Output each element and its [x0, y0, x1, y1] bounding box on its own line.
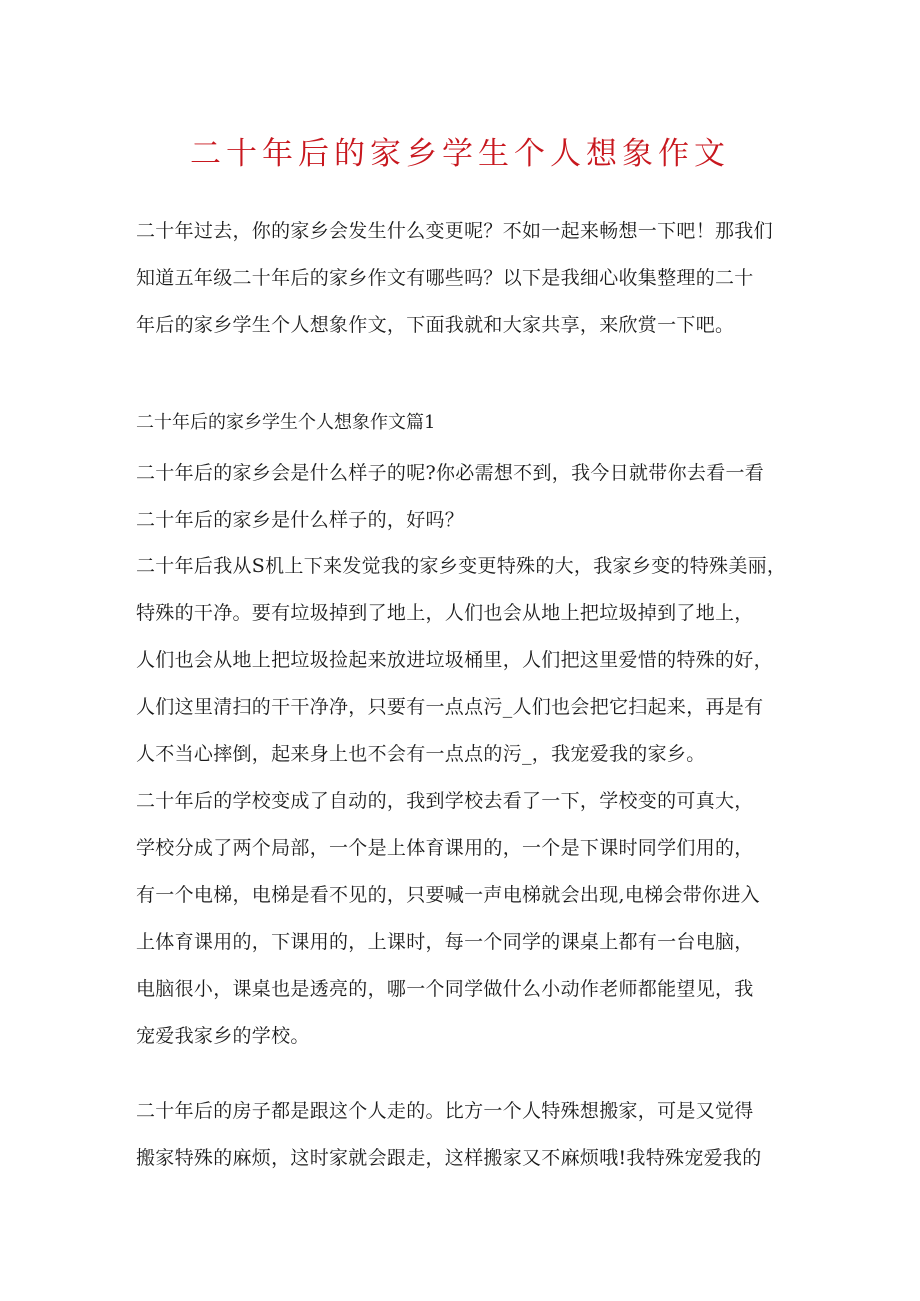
paragraph-line: 学校分成了两个局部，一个是上体育课用的，一个是下课时同学们用的， — [136, 837, 754, 859]
body-paragraph-1 — [136, 450, 796, 544]
body-paragraph-2 — [136, 543, 796, 778]
body-paragraph-4 — [136, 1088, 796, 1182]
paragraph-line: 二十年后我从S机上下来发觉我的家乡变更特殊的大，我家乡变的特殊美丽， — [136, 555, 787, 577]
paragraph-line: 二十年后的家乡是什么样子的，好吗？ — [136, 509, 465, 531]
intro-line: 知道五年级二十年后的家乡作文有哪些吗？以下是我细心收集整理的二十 — [136, 267, 754, 289]
paragraph-line: 上体育课用的，下课用的，上课时，每一个同学的课桌上都有一台电脑， — [136, 931, 754, 953]
paragraph-line: 有一个电梯，电梯是看不见的，只要喊一声电梯就会出现,电梯会带你进入 — [136, 884, 760, 906]
paragraph-line: 人们这里清扫的干干净净，只要有一点点污_人们也会把它扫起来，再是有 — [136, 696, 764, 718]
paragraph-line: 搬家特殊的麻烦，这时家就会跟走，这样搬家又不麻烦哦!我特殊宠爱我的 — [136, 1147, 762, 1169]
intro-paragraph — [136, 208, 796, 349]
body-paragraph-3 — [136, 778, 796, 1060]
paragraph-line: 二十年后的家乡会是什么样子的呢?你必需想不到，我今日就带你去看一看 — [136, 462, 765, 484]
paragraph-line: 二十年后的房子都是跟这个人走的。比方一个人特殊想搬家，可是又觉得 — [136, 1100, 754, 1122]
paragraph-line: 人不当心摔倒，起来身上也不会有一点点的污_，我宠爱我的家乡。 — [136, 743, 706, 765]
paragraph-line: 特殊的干净。要有垃圾掉到了地上，人们也会从地上把垃圾掉到了地上， — [136, 602, 754, 624]
paragraph-line: 宠爱我家乡的学校。 — [136, 1025, 310, 1047]
paragraph-line: 人们也会从地上把垃圾捡起来放进垃圾桶里，人们把这里爱惜的特殊的好， — [136, 649, 773, 671]
document-title: 二十年后的家乡学生个人想象作文 — [190, 136, 730, 172]
intro-line: 年后的家乡学生个人想象作文，下面我就和大家共享，来欣赏一下吧。 — [136, 314, 735, 336]
intro-line: 二十年过去，你的家乡会发生什么变更呢？不如一起来畅想一下吧！那我们 — [136, 220, 773, 242]
paragraph-line: 二十年后的学校变成了自动的，我到学校去看了一下，学校变的可真大， — [136, 790, 754, 812]
paragraph-line: 电脑很小，课桌也是透亮的，哪一个同学做什么小动作老师都能望见，我 — [136, 978, 754, 1000]
section-heading: 二十年后的家乡学生个人想象作文篇1 — [136, 412, 436, 433]
